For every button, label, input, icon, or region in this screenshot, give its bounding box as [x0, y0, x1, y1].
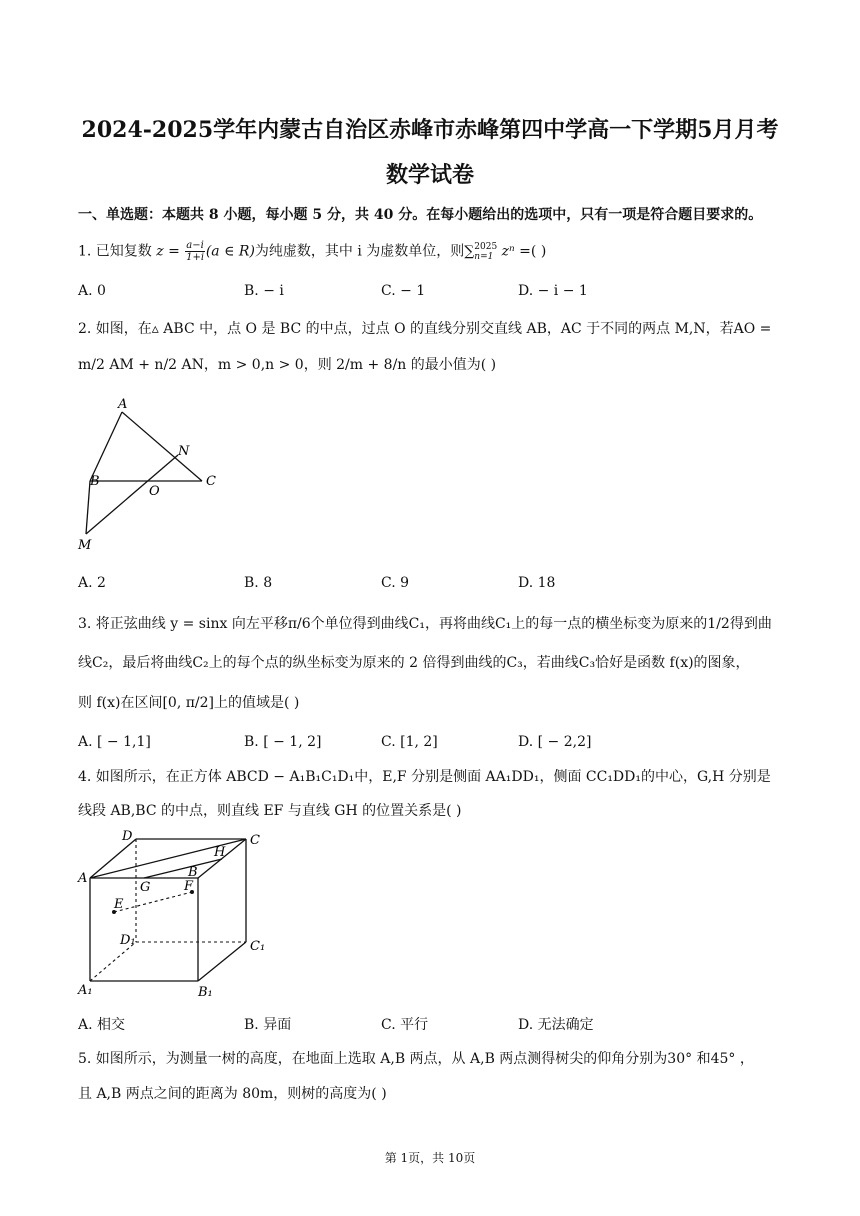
q1-fraction [185, 240, 205, 263]
page-footer: 第 1页，共 10页 [384, 1151, 476, 1165]
q1-option-d[interactable]: D. − i − 1 [518, 283, 588, 299]
label-c: C [250, 833, 260, 848]
segment-mn [86, 455, 178, 534]
q3-option-c[interactable]: C. [1, 2] [381, 734, 438, 750]
q1-frac-num: a−i [186, 240, 204, 251]
exam-title-line1: 2024-2025学年内蒙古自治区赤峰市赤峰第四中学高一下学期5月月考 [81, 117, 779, 143]
q2-option-c[interactable]: C. 9 [381, 575, 410, 591]
q5-line2: 且 A,B 两点之间的距离为 80m，则树的高度为( ) [78, 1086, 387, 1102]
question-1 [78, 240, 546, 263]
label-b: B [90, 474, 100, 489]
q3-line3: 则 f(x)在区间[0, π/2]上的值域是( ) [78, 695, 300, 711]
label-a: A [78, 871, 88, 886]
label-h: H [214, 845, 226, 860]
q1-frac-den: 1+i [186, 252, 205, 263]
q3-option-d[interactable]: D. [ − 2,2] [518, 734, 592, 750]
label-f: F [184, 879, 194, 894]
q4-option-c[interactable]: C. 平行 [381, 1017, 429, 1033]
cube-figure [76, 826, 276, 1006]
q1-term: zⁿ [501, 243, 515, 260]
q4-line1: 4. 如图所示，在正方体 ABCD − A₁B₁C₁D₁中，E,F 分别是侧面 AA₁DD₁，侧面 CC₁DD₁的中心，G,H 分别是 [78, 769, 771, 785]
q3-option-a[interactable]: A. [ − 1,1] [78, 734, 151, 750]
exam-title-line2: 数学试卷 [385, 162, 474, 188]
label-g: G [140, 880, 151, 895]
label-b: B [188, 865, 198, 880]
q3-line1: 3. 将正弦曲线 y = sinx 向左平移π/6个单位得到曲线C₁，再将曲线C₁上的每一点的横坐标变为原来的1/2得到曲 [78, 616, 772, 632]
q2-line2: m/2 AM + n/2 AN，m > 0,n > 0，则 2/m + 8/n 的最小值为( ) [78, 357, 497, 373]
label-e: E [114, 897, 124, 912]
segment-ac [122, 412, 202, 481]
q4-option-b[interactable]: B. 异面 [244, 1017, 292, 1033]
segment-ab [90, 412, 122, 481]
q1-sum-limits [474, 242, 497, 262]
label-o: O [149, 484, 160, 499]
q2-option-b[interactable]: B. 8 [244, 575, 273, 591]
q1-prefix: 1. 已知复数 [78, 243, 152, 260]
q3-option-b[interactable]: B. [ − 1, 2] [244, 734, 322, 750]
q1-sum-lower: n=1 [474, 251, 494, 262]
q4-option-a[interactable]: A. 相交 [78, 1017, 126, 1033]
q1-tail: =( ) [519, 243, 547, 260]
triangle-figure [70, 392, 230, 557]
q2-option-d[interactable]: D. 18 [518, 575, 556, 591]
q1-option-c[interactable]: C. − 1 [381, 283, 426, 299]
q1-z-eq: z = [156, 243, 180, 260]
q1-sum-upper: 2025 [474, 241, 498, 252]
q5-line1: 5. 如图所示，为测量一树的高度，在地面上选取 A,B 两点，从 A,B 两点测得树尖的仰角分别为30° 和45° ， [78, 1051, 754, 1067]
q1-option-a[interactable]: A. 0 [78, 283, 106, 299]
q1-condition: (a ∈ R) [205, 243, 255, 260]
label-n: N [178, 444, 190, 459]
label-d: D [122, 829, 133, 844]
q1-mid: 为纯虚数，其中 i 为虚数单位，则 [254, 243, 465, 260]
q1-option-b[interactable]: B. − i [244, 283, 284, 299]
label-b1: B₁ [198, 985, 213, 1000]
q4-line2: 线段 AB,BC 的中点，则直线 EF 与直线 GH 的位置关系是( ) [78, 803, 462, 819]
q3-line2: 线C₂，最后将曲线C₂上的每个点的纵坐标变为原来的 2 倍得到曲线的C₃，若曲线C₃恰好是函数 f(x)的图象， [78, 655, 750, 671]
q2-line1: 2. 如图，在▵ ABC 中，点 O 是 BC 的中点，过点 O 的直线分别交直线 AB，AC 于不同的两点 M,N，若AO = [78, 321, 772, 337]
q2-option-a[interactable]: A. 2 [78, 575, 106, 591]
label-m: M [78, 538, 92, 553]
label-c1: C₁ [250, 939, 266, 954]
label-a1: A₁ [78, 983, 93, 998]
segment-ef [114, 892, 192, 912]
label-d1: D₁ [120, 933, 136, 948]
label-a: A [118, 397, 128, 412]
section-header: 一、单选题：本题共 8 小题，每小题 5 分，共 40 分。在每小题给出的选项中，只有一项是符合题目要求的。 [78, 207, 763, 223]
q4-option-d[interactable]: D. 无法确定 [518, 1017, 594, 1033]
q1-sum-symbol: ∑ [464, 243, 475, 260]
edge-b1c1 [198, 942, 246, 981]
label-c: C [206, 474, 216, 489]
